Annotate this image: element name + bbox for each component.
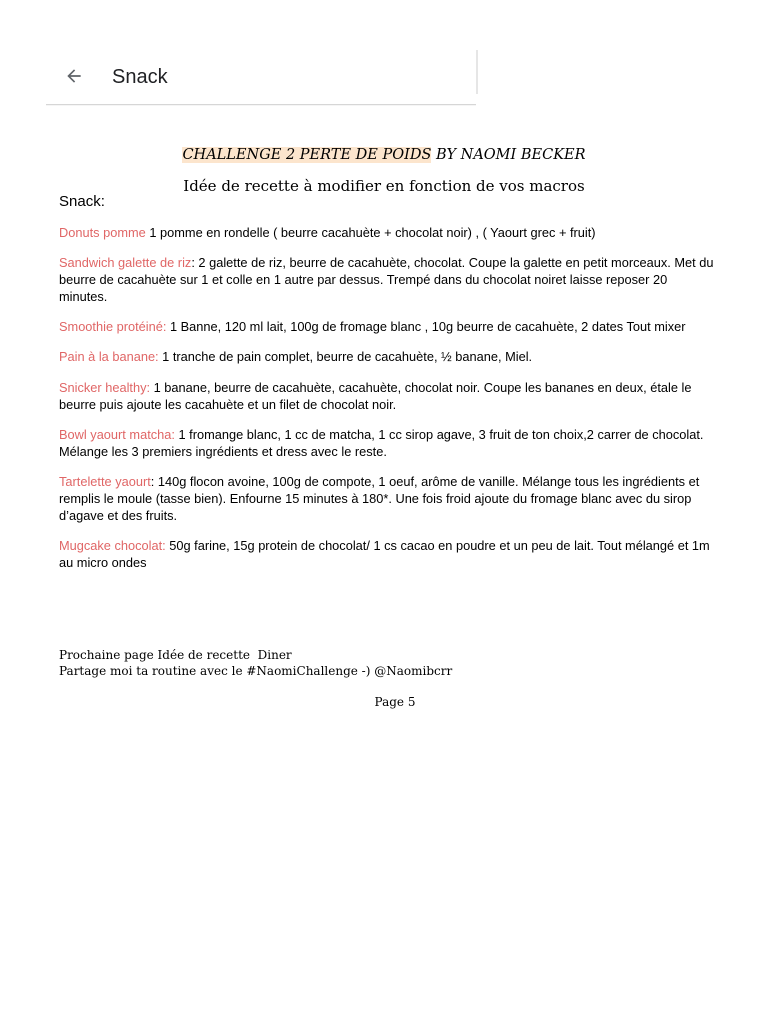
next-page-note: Prochaine page Idée de recette Diner xyxy=(59,648,292,662)
recipe-item xyxy=(59,380,715,414)
recipe-name: Mugcake chocolat: xyxy=(59,537,166,553)
recipe-text: : 140g flocon avoine, 100g de compote, 1 oeuf, arôme de vanille. Mélange tous les ingrédients et remplis le moule (tasse bien). Enfourne 15 minutes à 180*. Une fois froid ajoute du fromage blanc avec du sirop d’agave et des fruits. xyxy=(59,473,700,523)
arrow-back-icon xyxy=(64,66,84,86)
recipe-name: Snicker healthy: xyxy=(59,379,151,395)
recipe-name: Tartelette yaourt xyxy=(59,473,151,489)
recipe-name: Donuts pomme xyxy=(59,225,146,240)
app-bar xyxy=(46,50,476,105)
document-subtitle: Idée de recette à modifier en fonction de vos macros xyxy=(183,177,585,195)
recipe-item xyxy=(59,427,715,461)
recipe-name: Sandwich galette de riz xyxy=(59,255,192,271)
recipe-text: : 2 galette de riz, beurre de cacahuète, chocolat. Coupe la galette en petit morceaux. Met du beurre de cacahuète sur 1 et colle en 1 autre par dessus. Trempé dans du chocolat noiret laisse reposer 20 minutes. xyxy=(59,255,714,304)
recipe-item xyxy=(59,538,715,572)
recipe-item xyxy=(59,349,715,366)
recipe-text: 1 pomme en rondelle ( beurre cacahuète + chocolat noir) , ( Yaourt grec + fruit) xyxy=(145,225,596,240)
recipe-text: 1 Banne, 120 ml lait, 100g de fromage blanc , 10g beurre de cacahuète, 2 dates Tout mixer xyxy=(166,319,686,335)
recipe-name: Smoothie protéiné: xyxy=(59,319,167,335)
back-button[interactable] xyxy=(60,62,88,90)
page-number: Page 5 xyxy=(374,695,416,709)
recipe-text: 1 tranche de pain complet, beurre de cacahuète, ½ banane, Miel. xyxy=(158,349,533,365)
recipe-text: 1 fromange blanc, 1 cc de matcha, 1 cc sirop agave, 3 fruit de ton choix,2 carrer de chocolat. Mélange les 3 premiers ingrédients et dress avec le reste. xyxy=(59,426,704,459)
recipe-item xyxy=(59,255,715,305)
share-note: Partage moi ta routine avec le #NaomiChallenge -) @Naomibcrr xyxy=(59,664,453,678)
document-footer xyxy=(59,647,452,679)
recipe-name: Bowl yaourt matcha: xyxy=(59,426,175,442)
recipe-name: Pain à la banane: xyxy=(59,349,159,365)
recipe-item xyxy=(59,225,715,242)
recipe-text: 1 banane, beurre de cacahuète, cacahuète, chocolat noir. Coupe les bananes en deux, étale le beurre puis ajoute les cacahuète et un filet de chocolat noir. xyxy=(59,379,692,412)
challenge-author: BY NAOMI BECKER xyxy=(431,147,586,163)
challenge-title: CHALLENGE 2 PERTE DE POIDS xyxy=(182,147,432,163)
document-title xyxy=(0,145,768,165)
app-bar-title: Snack xyxy=(112,66,168,88)
app-bar-divider xyxy=(476,50,478,94)
section-heading: Snack: xyxy=(59,193,105,210)
recipe-text: 50g farine, 15g protein de chocolat/ 1 cs cacao en poudre et un peu de lait. Tout mélangé et 1m au micro ondes xyxy=(59,537,710,570)
recipe-item xyxy=(59,474,715,524)
recipe-item xyxy=(59,319,715,336)
recipe-list xyxy=(59,193,715,585)
